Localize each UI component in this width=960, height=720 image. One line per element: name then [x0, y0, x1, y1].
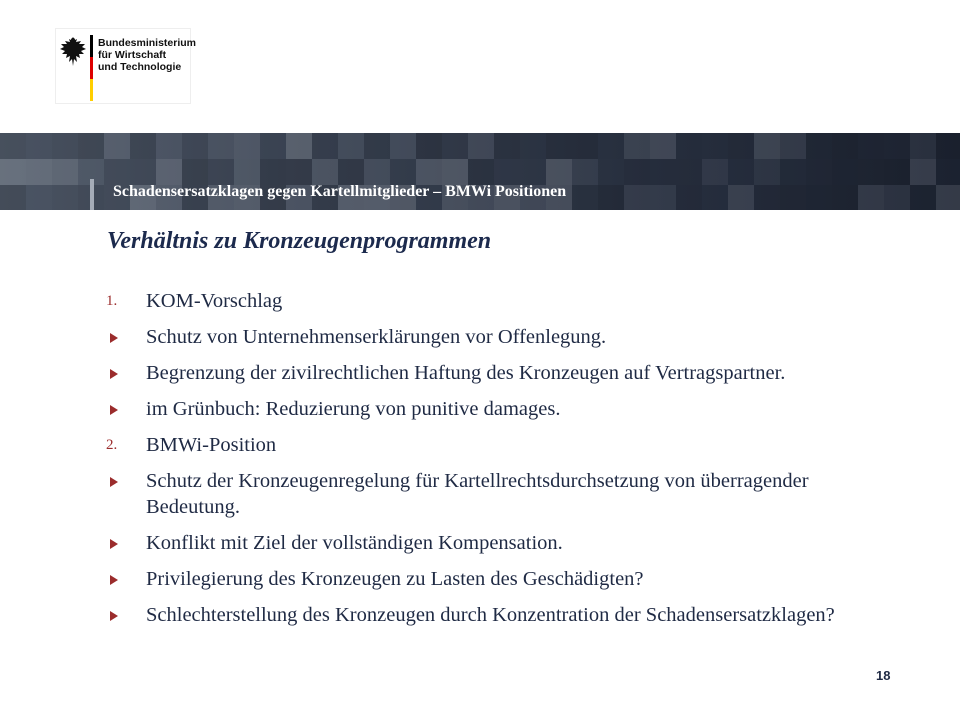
mosaic-tile — [312, 159, 338, 185]
mosaic-tile — [702, 185, 728, 210]
mosaic-tile — [832, 159, 858, 185]
item-text: im Grünbuch: Reduzierung von punitive damages. — [146, 398, 561, 420]
mosaic-tile — [546, 133, 572, 159]
mosaic-tile — [780, 159, 806, 185]
mosaic-tile — [442, 133, 468, 159]
mosaic-tile — [520, 133, 546, 159]
mosaic-tile — [338, 133, 364, 159]
triangle-bullet-icon — [110, 477, 118, 487]
mosaic-tile — [858, 185, 884, 210]
item-text: Konflikt mit Ziel der vollständigen Kompensation. — [146, 532, 563, 554]
header-title: Schadensersatzklagen gegen Kartellmitglieder – BMWi Positionen — [113, 183, 567, 200]
mosaic-tile — [572, 185, 598, 210]
mosaic-tile — [182, 159, 208, 185]
mosaic-tile — [416, 133, 442, 159]
mosaic-tile — [806, 159, 832, 185]
mosaic-tile — [936, 159, 960, 185]
mosaic-tile — [338, 159, 364, 185]
ministry-logo — [55, 28, 197, 104]
mosaic-tile — [130, 133, 156, 159]
mosaic-tile — [910, 185, 936, 210]
bullet-item — [106, 396, 886, 422]
mosaic-tile — [78, 133, 104, 159]
mosaic-tile — [702, 133, 728, 159]
ministry-name-line: und Technologie — [98, 61, 182, 73]
item-text: Schutz von Unternehmenserklärungen vor Offenlegung. — [146, 326, 607, 348]
mosaic-tile — [728, 185, 754, 210]
flag-stripes — [90, 35, 93, 101]
flag-stripe-red — [90, 57, 93, 79]
mosaic-tile — [208, 159, 234, 185]
mosaic-tile — [104, 133, 130, 159]
mosaic-tile — [468, 159, 494, 185]
mosaic-tile — [650, 185, 676, 210]
item-text: Privilegierung des Kronzeugen zu Lasten des Geschädigten? — [146, 568, 644, 590]
mosaic-tile — [182, 133, 208, 159]
mosaic-tile — [676, 185, 702, 210]
slide-content — [106, 288, 886, 638]
triangle-bullet-icon — [110, 333, 118, 343]
mosaic-tile — [364, 133, 390, 159]
mosaic-tile — [728, 159, 754, 185]
item-number: 1. — [106, 293, 118, 309]
mosaic-tile — [364, 159, 390, 185]
mosaic-tile — [520, 159, 546, 185]
mosaic-tile — [676, 159, 702, 185]
mosaic-tile — [208, 133, 234, 159]
mosaic-tile — [936, 185, 960, 210]
mosaic-tile — [442, 159, 468, 185]
mosaic-tile — [598, 159, 624, 185]
mosaic-tile — [130, 159, 156, 185]
numbered-item — [106, 288, 886, 314]
mosaic-tile — [260, 159, 286, 185]
mosaic-tile — [858, 133, 884, 159]
mosaic-tile — [676, 133, 702, 159]
page-number: 18 — [876, 668, 891, 683]
mosaic-tile — [884, 185, 910, 210]
bullet-item — [106, 324, 886, 350]
bullet-item — [106, 602, 886, 628]
mosaic-tile — [728, 133, 754, 159]
triangle-bullet-icon — [110, 369, 118, 379]
mosaic-tile — [312, 133, 338, 159]
ministry-name-line: Bundesministerium — [98, 37, 197, 49]
triangle-bullet-icon — [110, 539, 118, 549]
mosaic-tile — [910, 159, 936, 185]
flag-stripe-gold — [90, 79, 93, 101]
mosaic-tile — [858, 159, 884, 185]
mosaic-tile — [52, 159, 78, 185]
mosaic-tile — [234, 159, 260, 185]
mosaic-tile — [26, 133, 52, 159]
mosaic-tile — [624, 133, 650, 159]
mosaic-tile — [26, 159, 52, 185]
mosaic-tile — [754, 133, 780, 159]
item-text: KOM-Vorschlag — [146, 290, 283, 312]
mosaic-tile — [156, 159, 182, 185]
mosaic-tile — [780, 185, 806, 210]
mosaic-tile — [234, 133, 260, 159]
mosaic-tile — [0, 159, 26, 185]
mosaic-tile — [390, 159, 416, 185]
mosaic-tile — [546, 159, 572, 185]
mosaic-tile — [416, 159, 442, 185]
mosaic-tile — [156, 133, 182, 159]
ministry-name — [98, 37, 196, 73]
bullet-item — [106, 468, 886, 520]
flag-stripe-black — [90, 35, 93, 57]
mosaic-tile — [572, 159, 598, 185]
item-text: Schutz der Kronzeugenregelung für Kartellrechtsdurchsetzung von überragender Bedeutung. — [146, 470, 809, 518]
header-accent-bar — [90, 179, 94, 210]
mosaic-tile — [468, 133, 494, 159]
bullet-item — [106, 530, 886, 556]
mosaic-tile — [52, 185, 78, 210]
mosaic-tile — [884, 133, 910, 159]
mosaic-tile — [572, 133, 598, 159]
mosaic-tile — [936, 133, 960, 159]
mosaic-tile — [286, 133, 312, 159]
item-number: 2. — [106, 437, 118, 453]
mosaic-tile — [884, 159, 910, 185]
mosaic-tile — [832, 133, 858, 159]
mosaic-tile — [390, 133, 416, 159]
mosaic-tile — [702, 159, 728, 185]
mosaic-tile — [754, 159, 780, 185]
bullet-item — [106, 566, 886, 592]
numbered-item — [106, 432, 886, 458]
mosaic-tile — [806, 185, 832, 210]
mosaic-tile — [806, 133, 832, 159]
mosaic-tile — [650, 133, 676, 159]
item-text: Begrenzung der zivilrechtlichen Haftung des Kronzeugen auf Vertragspartner. — [146, 362, 786, 384]
mosaic-tile — [494, 159, 520, 185]
mosaic-tile — [26, 185, 52, 210]
mosaic-tile — [494, 133, 520, 159]
item-text: BMWi-Position — [146, 434, 277, 456]
mosaic-tile — [286, 159, 312, 185]
mosaic-tile — [260, 133, 286, 159]
mosaic-tile — [598, 133, 624, 159]
mosaic-tile — [780, 133, 806, 159]
triangle-bullet-icon — [110, 575, 118, 585]
triangle-bullet-icon — [110, 405, 118, 415]
bullet-item — [106, 360, 886, 386]
mosaic-tile — [624, 185, 650, 210]
mosaic-tile — [754, 185, 780, 210]
mosaic-tile — [52, 133, 78, 159]
mosaic-tile — [910, 133, 936, 159]
mosaic-tile — [832, 185, 858, 210]
mosaic-tile — [624, 159, 650, 185]
mosaic-tile — [0, 133, 26, 159]
mosaic-tile — [104, 159, 130, 185]
slide-heading: Verhältnis zu Kronzeugenprogrammen — [107, 228, 492, 254]
item-text: Schlechterstellung des Kronzeugen durch Konzentration der Schadensersatzklagen? — [146, 604, 835, 626]
mosaic-tile — [598, 185, 624, 210]
mosaic-tile — [650, 159, 676, 185]
header-band — [0, 133, 960, 210]
triangle-bullet-icon — [110, 611, 118, 621]
federal-eagle-icon — [58, 35, 88, 69]
mosaic-tile — [0, 185, 26, 210]
ministry-name-line: für Wirtschaft — [98, 49, 167, 61]
